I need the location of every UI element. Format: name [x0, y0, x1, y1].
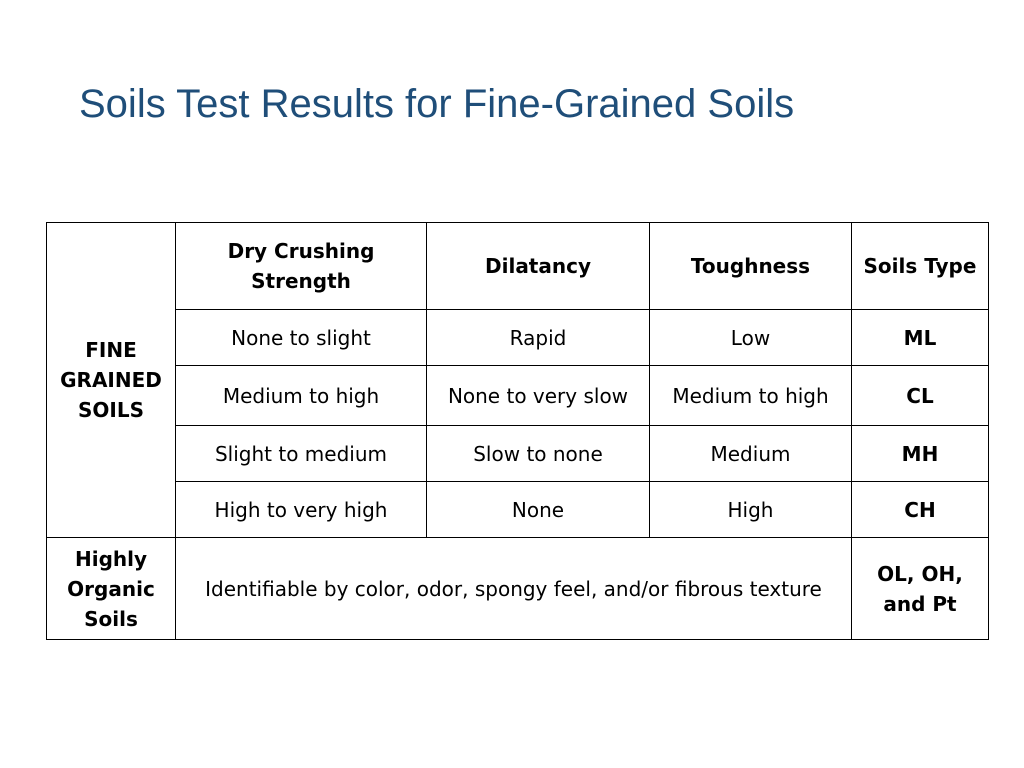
slide-title: Soils Test Results for Fine-Grained Soils: [79, 82, 795, 126]
cell-toughness: Medium: [650, 426, 852, 482]
organic-soils-row: [47, 538, 989, 640]
table-row: [47, 310, 989, 366]
table-row: [47, 482, 989, 538]
cell-soils-type: MH: [852, 426, 989, 482]
cell-toughness: Low: [650, 310, 852, 366]
header-dilatancy: Dilatancy: [427, 223, 650, 310]
cell-soils-type: ML: [852, 310, 989, 366]
cell-toughness: Medium to high: [650, 366, 852, 426]
organic-soils-description: Identifiable by color, odor, spongy feel, and/or fibrous texture: [176, 538, 852, 640]
cell-toughness: High: [650, 482, 852, 538]
header-soils-type: Soils Type: [852, 223, 989, 310]
cell-dilatancy: Rapid: [427, 310, 650, 366]
cell-dry-crushing-strength: None to slight: [176, 310, 427, 366]
table-row: [47, 366, 989, 426]
cell-soils-type: CH: [852, 482, 989, 538]
table-row: [47, 426, 989, 482]
header-toughness: Toughness: [650, 223, 852, 310]
cell-dilatancy: None to very slow: [427, 366, 650, 426]
cell-dilatancy: None: [427, 482, 650, 538]
table-header-row: [47, 223, 989, 310]
cell-soils-type: CL: [852, 366, 989, 426]
cell-dry-crushing-strength: Medium to high: [176, 366, 427, 426]
header-dry-crushing-strength: Dry Crushing Strength: [176, 223, 427, 310]
soils-test-table: [46, 222, 989, 640]
organic-soils-type: OL, OH, and Pt: [852, 538, 989, 640]
highly-organic-soils-label: Highly Organic Soils: [47, 538, 176, 640]
fine-grained-soils-label: FINE GRAINED SOILS: [47, 223, 176, 538]
cell-dry-crushing-strength: High to very high: [176, 482, 427, 538]
cell-dry-crushing-strength: Slight to medium: [176, 426, 427, 482]
cell-dilatancy: Slow to none: [427, 426, 650, 482]
